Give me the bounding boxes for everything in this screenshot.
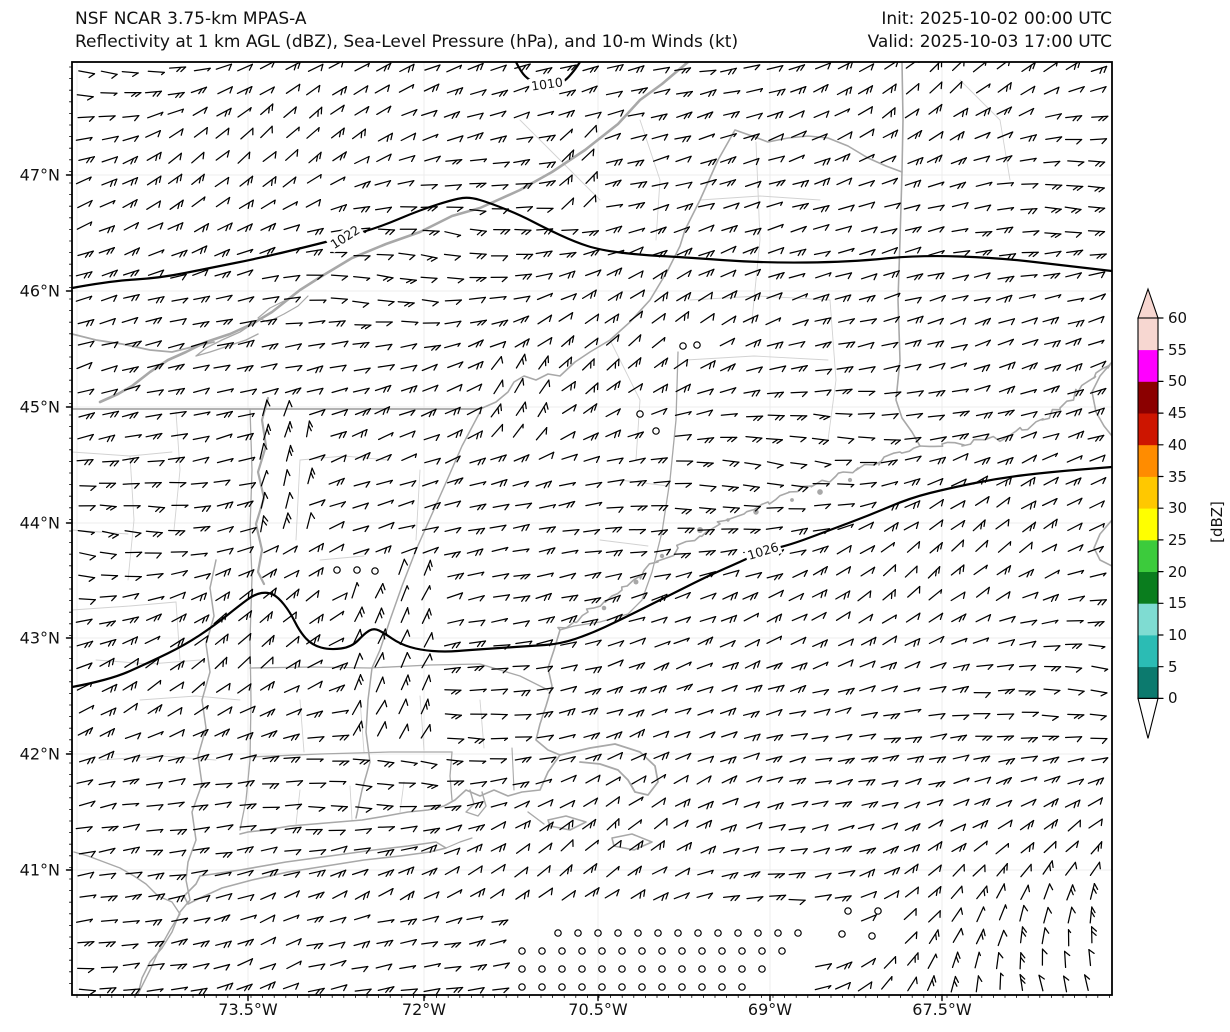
colorbar-tick-label: 10 <box>1168 626 1188 644</box>
colorbar-tick-label: 35 <box>1168 467 1188 486</box>
colorbar-tick-label: 15 <box>1168 594 1188 613</box>
y-tick-label: 46°N <box>19 281 60 301</box>
x-tick-label: 73.5°W <box>218 1000 278 1019</box>
colorbar-tick-label: 30 <box>1168 499 1188 518</box>
product-subtitle: Reflectivity at 1 km AGL (dBZ), Sea-Level Pressure (hPa), and 10-m Winds (kt) <box>75 32 739 52</box>
isobar-label: 1026 <box>745 539 781 563</box>
y-tick-label: 44°N <box>19 513 60 533</box>
isobar-label: 1010 <box>530 74 564 94</box>
y-tick-label: 41°N <box>19 860 60 880</box>
colorbar-tick-label: 5 <box>1168 657 1178 676</box>
isobar-label: 1022 <box>327 222 363 252</box>
colorbar-tick-label: 45 <box>1168 404 1188 423</box>
x-tick-label: 67.5°W <box>912 1000 972 1019</box>
colorbar-tick-label: 60 <box>1168 309 1188 327</box>
x-tick-label: 69°W <box>747 1000 793 1019</box>
x-tick-label: 70.5°W <box>568 1000 628 1019</box>
colorbar-tick-label: 55 <box>1168 340 1188 359</box>
colorbar-tick-label: 40 <box>1168 435 1188 454</box>
y-tick-label: 45°N <box>19 397 60 417</box>
colorbar-tick-label: 25 <box>1168 530 1188 549</box>
valid-time: Valid: 2025-10-03 17:00 UTC <box>867 32 1112 52</box>
colorbar-units-label: [dBZ] <box>1207 501 1226 543</box>
y-tick-label: 42°N <box>19 744 60 764</box>
x-tick-label: 72°W <box>401 1000 447 1019</box>
y-tick-label: 47°N <box>19 165 60 185</box>
colorbar-tick-label: 50 <box>1168 372 1188 391</box>
model-name: NSF NCAR 3.75-km MPAS-A <box>75 9 307 29</box>
y-tick-label: 43°N <box>19 628 60 648</box>
colorbar-tick-label: 20 <box>1168 562 1188 581</box>
colorbar-tick-label: 0 <box>1168 689 1178 708</box>
init-time: Init: 2025-10-02 00:00 UTC <box>881 9 1112 29</box>
